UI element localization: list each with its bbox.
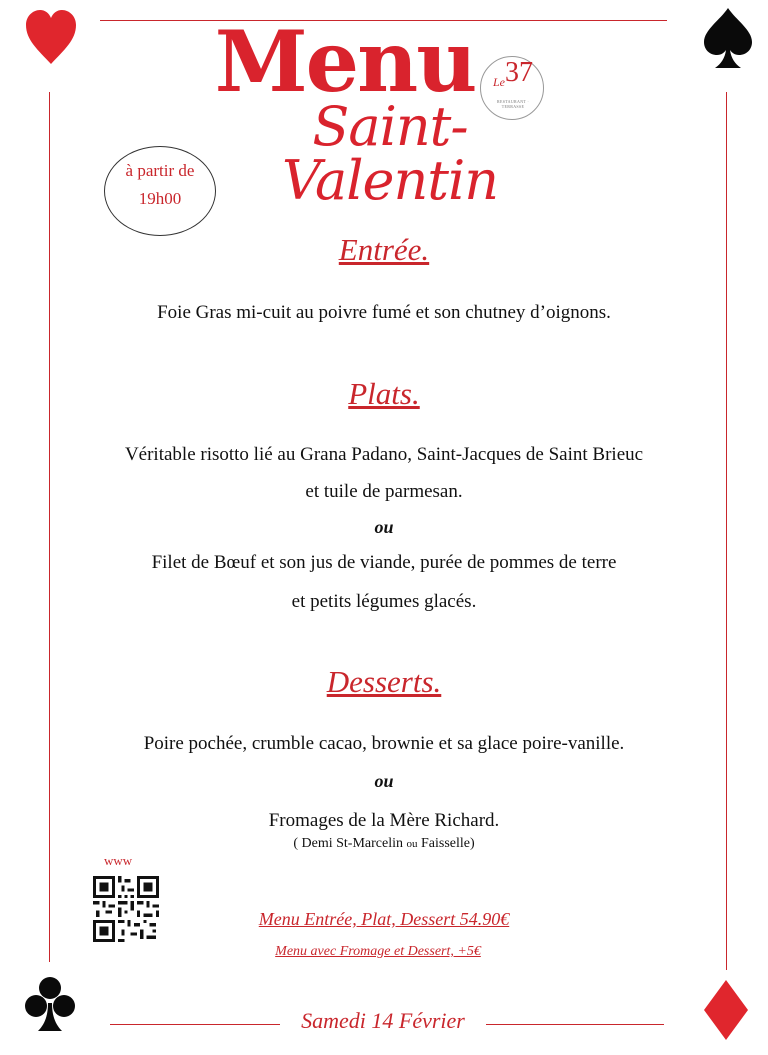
desserts-title-text: Desserts. xyxy=(326,664,442,699)
time-badge xyxy=(104,146,216,236)
logo-tagline: RESTAURANT · TERRASSE xyxy=(497,99,529,109)
price-extra: Menu avec Fromage et Dessert, +5€ xyxy=(275,944,481,959)
dessert2-note-open: ( Demi St-Marcelin xyxy=(293,836,407,851)
spade-icon xyxy=(700,6,756,70)
www-label: www xyxy=(104,853,133,868)
event-date: Samedi 14 Février xyxy=(301,1008,465,1033)
footer-line-left xyxy=(110,1024,280,1025)
section-title-plats xyxy=(0,376,768,412)
time-badge-line2: 19h00 xyxy=(138,189,182,208)
plat2-line1: Filet de Bœuf et son jus de viande, purée de pommes de terre xyxy=(151,552,617,573)
heart-icon xyxy=(24,8,78,66)
desserts-ou: ou xyxy=(374,771,394,791)
plat1-line1: Véritable risotto lié au Grana Padano, Saint-Jacques de Saint Brieuc xyxy=(124,444,644,465)
plat2-line2: et petits légumes glacés. xyxy=(291,591,477,612)
logo-prefix: Le xyxy=(493,75,505,89)
dessert2: Fromages de la Mère Richard. xyxy=(268,810,500,831)
menu-title: Menu xyxy=(214,12,476,111)
plat1-line2: et tuile de parmesan. xyxy=(305,481,463,502)
section-title-desserts xyxy=(0,664,768,700)
plats-title-text: Plats. xyxy=(348,376,420,411)
entree-title-text: Entrée. xyxy=(338,232,430,267)
plats-ou: ou xyxy=(374,517,394,537)
price-main: Menu Entrée, Plat, Dessert 54.90€ xyxy=(258,909,510,929)
dessert2-note-close: Faisselle) xyxy=(417,836,475,851)
dessert1: Poire pochée, crumble cacao, brownie et sa glace poire-vanille. xyxy=(143,733,625,754)
restaurant-logo xyxy=(480,56,544,120)
time-badge-line1: à partir de xyxy=(125,161,195,180)
menu-subtitle: Saint-Valentin xyxy=(282,95,498,212)
dessert2-note xyxy=(0,836,768,852)
section-title-entree xyxy=(0,232,768,268)
club-icon xyxy=(24,975,76,1033)
logo-number: 37 xyxy=(505,57,533,88)
entree-dish: Foie Gras mi-cuit au poivre fumé et son chutney d’oignons. xyxy=(157,302,611,323)
footer-line-right xyxy=(486,1024,664,1025)
dessert2-note-ou: ou xyxy=(406,838,418,850)
diamond-icon xyxy=(702,978,750,1042)
qr-code[interactable] xyxy=(93,876,159,942)
